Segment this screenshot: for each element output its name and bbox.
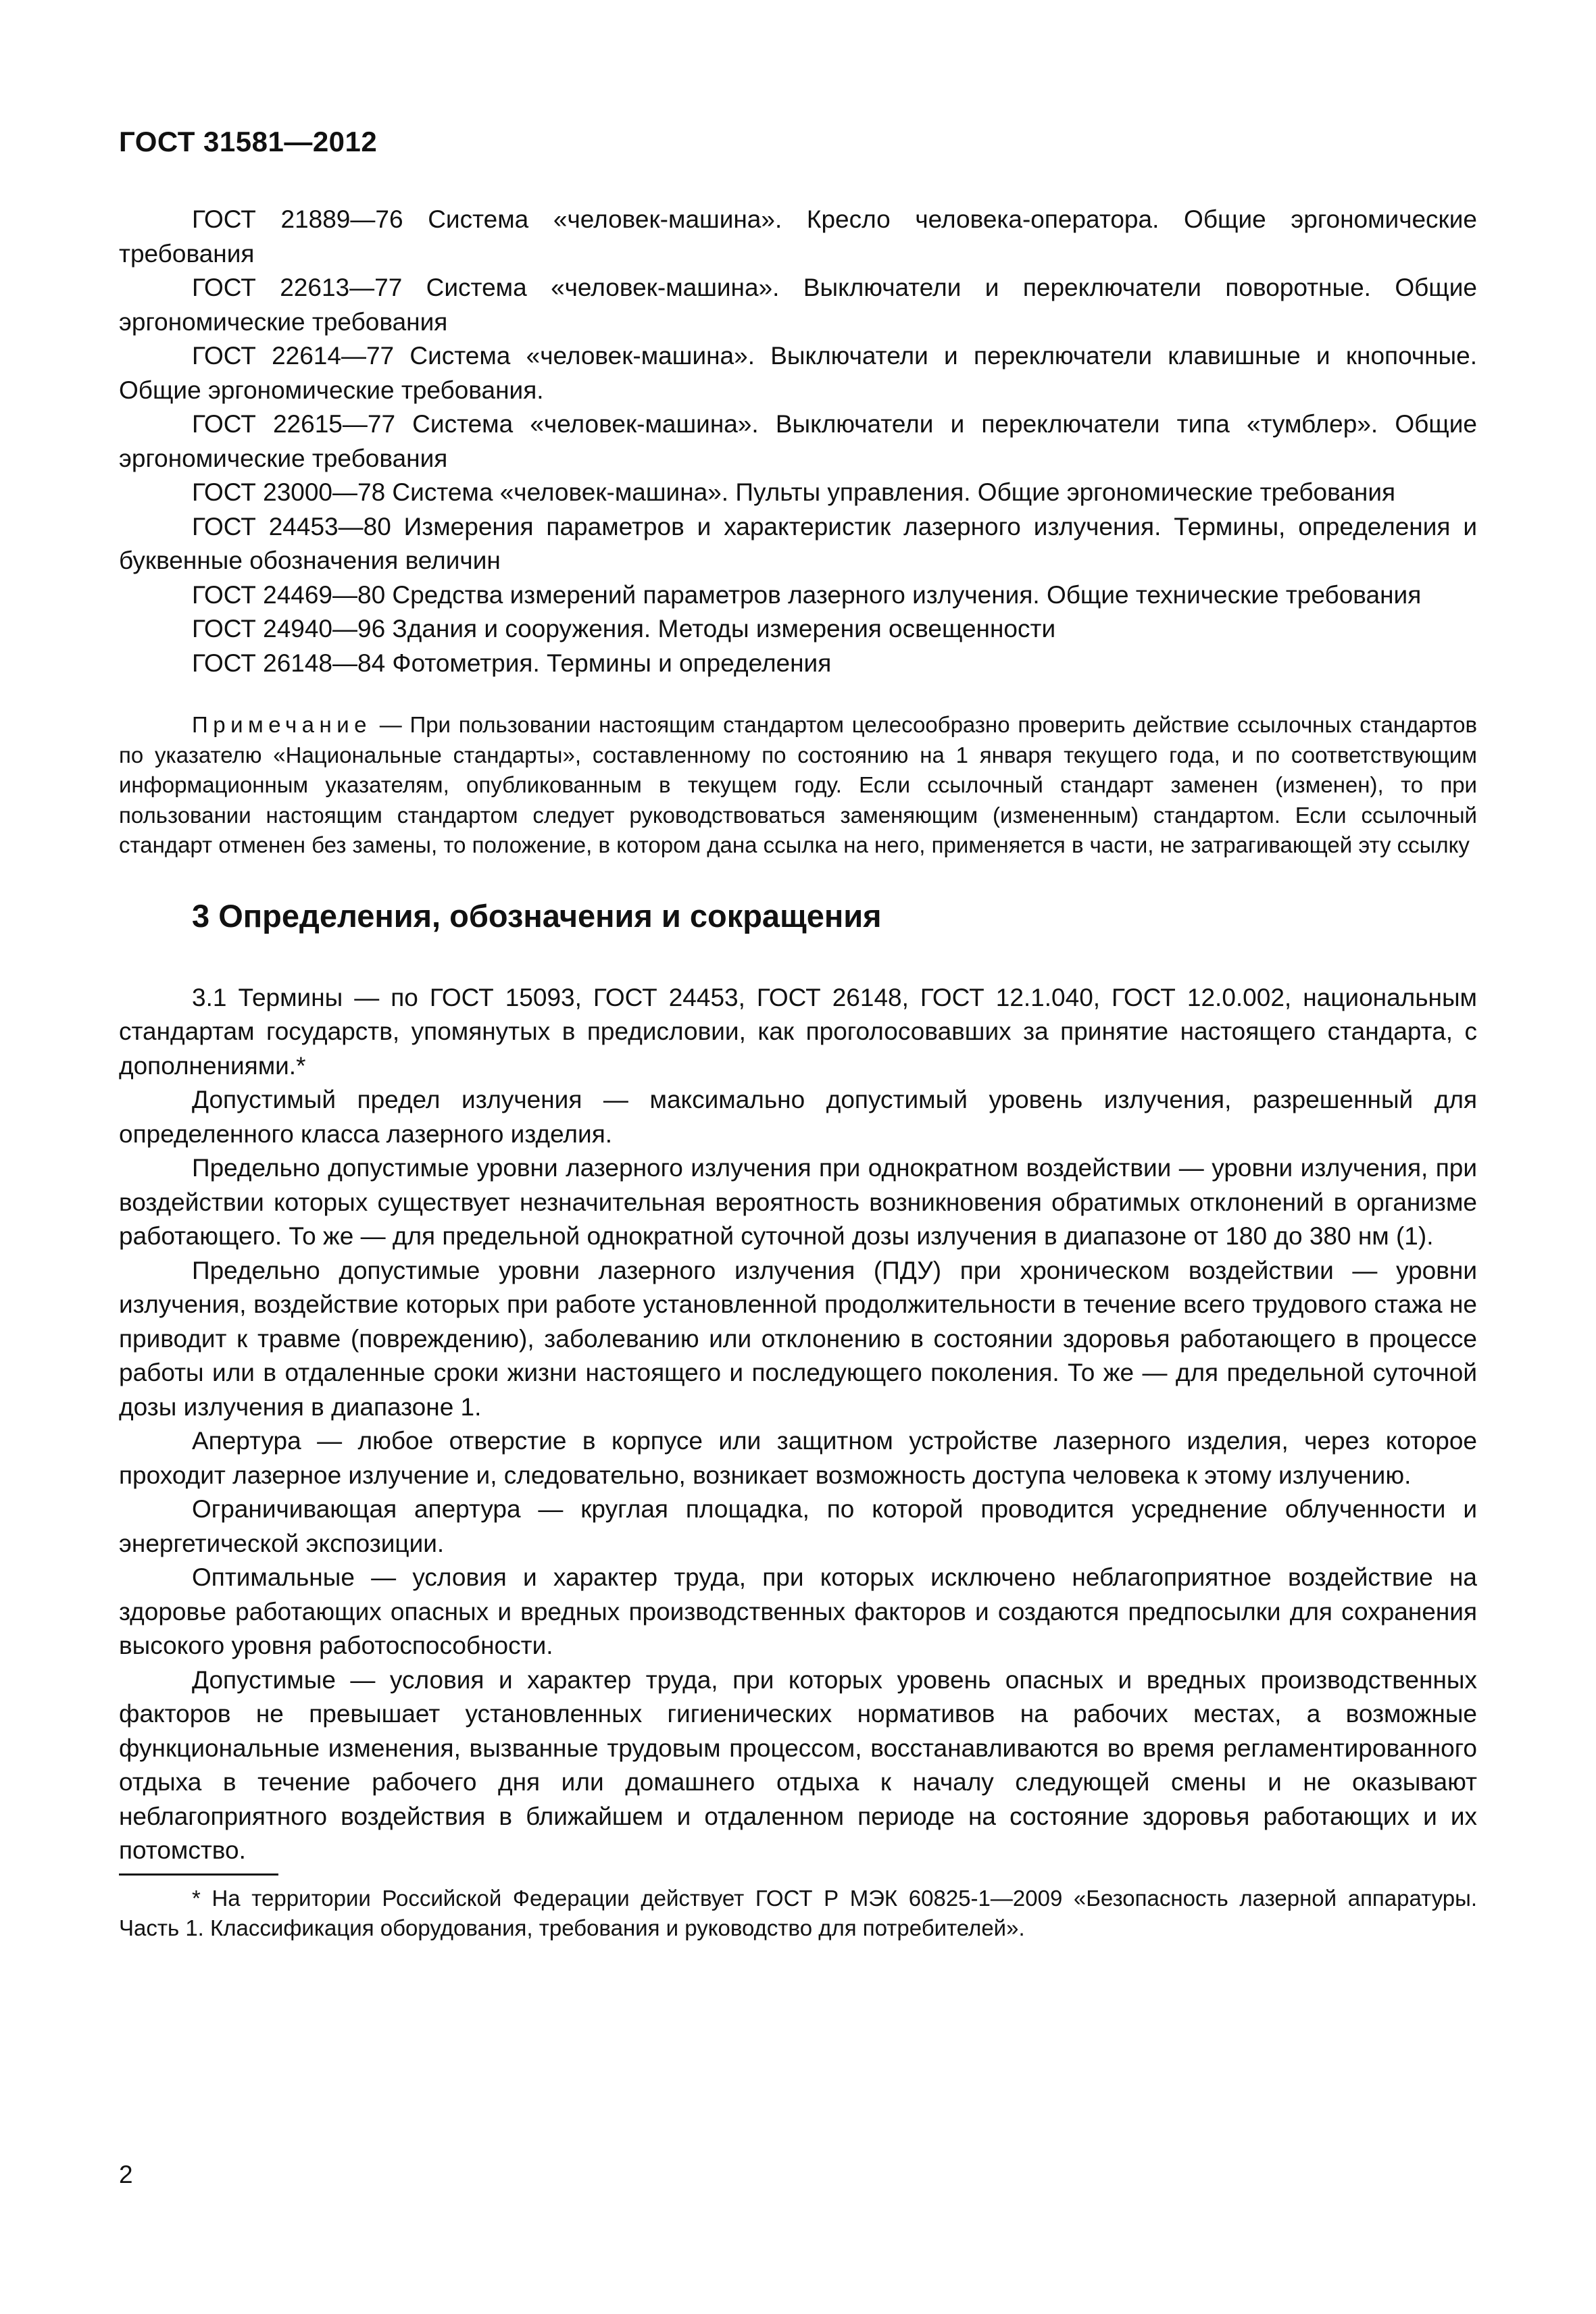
footnote: * На территории Российской Федерации действует ГОСТ Р МЭК 60825-1—2009 «Безопасность лазерной аппаратуры. Часть 1. Классификация оборудования, требования и руководство для потребителей». xyxy=(119,1885,1477,1940)
reference-item: ГОСТ 23000—78 Система «человек-машина». Пульты управления. Общие эргономические требования xyxy=(192,478,1396,506)
page-number: 2 xyxy=(119,2161,133,2188)
document-header: ГОСТ 31581—2012 xyxy=(119,126,378,157)
reference-item: ГОСТ 21889—76 Система «человек-машина». Кресло человека-оператора. Общие эргономические требования xyxy=(119,205,1477,268)
body-paragraph: Апертура — любое отверстие в корпусе или защитном устройстве лазерного изделия, через которое проходит лазерное излучение и, следовательно, возникает возможность доступа человека к этому излучению. xyxy=(119,1427,1477,1489)
page-content xyxy=(119,203,1477,1944)
body-paragraph: 3.1 Термины — по ГОСТ 15093, ГОСТ 24453, ГОСТ 26148, ГОСТ 12.1.040, ГОСТ 12.0.002, национальным стандартам государств, упомянутых в предисловии, как проголосовавших за принятие настоящего стандарта, с дополнениями.* xyxy=(119,983,1477,1080)
normative-references-list xyxy=(119,203,1477,680)
body-paragraph: Оптимальные — условия и характер труда, при которых исключено неблагоприятное воздействие на здоровье работающих опасных и вредных производственных факторов и создаются предпосылки для сохранения высокого уровня работоспособности. xyxy=(119,1563,1477,1659)
body-paragraph: Допустимый предел излучения — максимально допустимый уровень излучения, разрешенный для определенного класса лазерного изделия. xyxy=(119,1086,1477,1148)
reference-item: ГОСТ 26148—84 Фотометрия. Термины и определения xyxy=(192,649,832,677)
reference-item: ГОСТ 24469—80 Средства измерений параметров лазерного излучения. Общие технические требования xyxy=(192,580,1422,609)
reference-item: ГОСТ 22615—77 Система «человек-машина». Выключатели и переключатели типа «тумблер». Общие эргономические требования xyxy=(119,410,1477,472)
reference-item: ГОСТ 22614—77 Система «человек-машина». Выключатели и переключатели клавишные и кнопочные. Общие эргономические требования. xyxy=(119,342,1477,404)
note-text: — При пользовании настоящим стандартом целесообразно проверить действие ссылочных стандартов по указателю «Национальные стандарты», составленному по состоянию на 1 января текущего года, и по соответствующим информационным указателям, опубликованным в текущем году. Если ссылочный стандарт заменен (изменен), то при пользовании настоящим стандартом следует руководствоваться заменяющим (измененным) стандартом. Если ссылочный стандарт отменен без замены, то положение, в котором дана ссылка на него, применяется в части, не затрагивающей эту ссылку xyxy=(119,712,1477,857)
note-label: Примечание xyxy=(192,712,372,737)
note-paragraph xyxy=(119,710,1477,861)
definitions-section xyxy=(119,981,1477,1868)
section-heading: 3 Определения, обозначения и сокращения xyxy=(192,897,882,934)
reference-item: ГОСТ 24940—96 Здания и сооружения. Методы измерения освещенности xyxy=(192,615,1056,643)
body-paragraph: Допустимые — условия и характер труда, при которых уровень опасных и вредных производственных факторов не превышает установленных гигиенических нормативов на рабочих местах, а возможные функциональные изменения, вызванные трудовым процессом, восстанавливаются во время регламентированного отдыха в течение рабочего дня или домашнего отдыха к началу следующей смены и не оказывают неблагоприятного воздействия в ближайшем и отдаленном периоде на состояние здоровья работающих и их потомство. xyxy=(119,1665,1477,1864)
body-paragraph: Ограничивающая апертура — круглая площадка, по которой проводится усреднение облученности и энергетической экспозиции. xyxy=(119,1495,1477,1557)
body-paragraph: Предельно допустимые уровни лазерного излучения при однократном воздействии — уровни излучения, при воздействии которых существует незначительная вероятность возникновения обратимых отклонений в организме работающего. То же — для предельной однократной суточной дозы излучения в диапазоне от 180 до 380 нм (1). xyxy=(119,1154,1477,1250)
reference-item: ГОСТ 24453—80 Измерения параметров и характеристик лазерного излучения. Термины, определения и буквенные обозначения величин xyxy=(119,512,1477,574)
footnote-divider xyxy=(119,1873,278,1876)
body-paragraph: Предельно допустимые уровни лазерного излучения (ПДУ) при хроническом воздействии — уровни излучения, воздействие которых при работе установленной продолжительности в течение всего трудового стажа не приводит к травме (повреждению), заболеванию или отклонению в состоянии здоровья работающего в процессе работы или в отдаленные сроки жизни настоящего и последующего поколения. То же — для предельной суточной дозы излучения в диапазоне 1. xyxy=(119,1256,1477,1421)
reference-item: ГОСТ 22613—77 Система «человек-машина». Выключатели и переключатели поворотные. Общие эргономические требования xyxy=(119,274,1477,336)
